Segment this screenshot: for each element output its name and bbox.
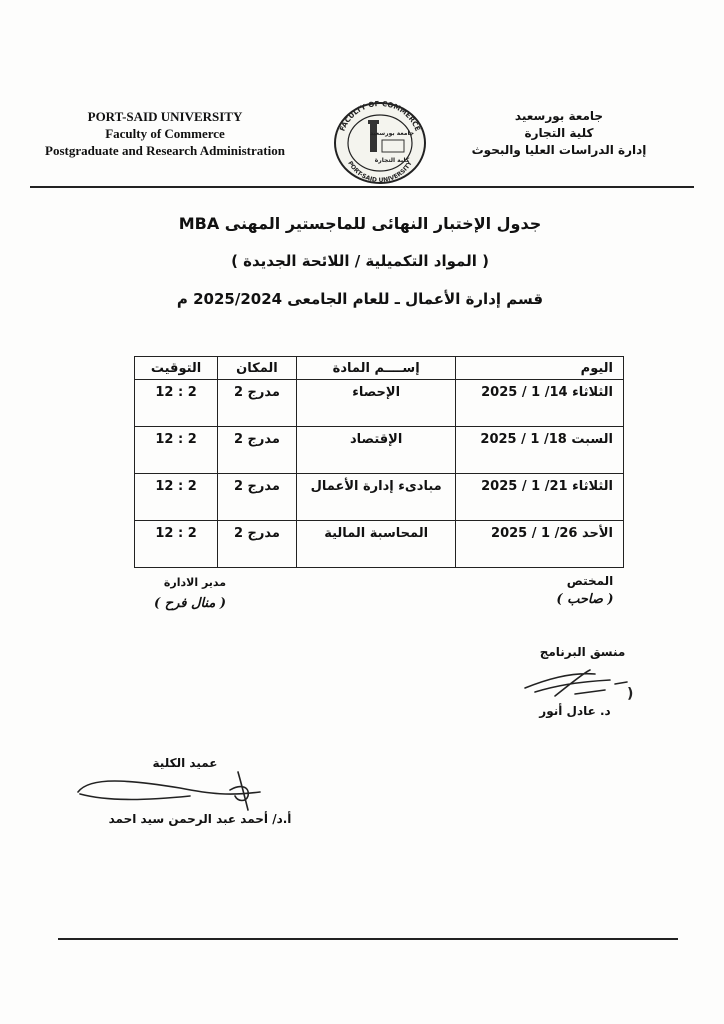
svg-text:): ) bbox=[627, 686, 634, 702]
coordinator-label: منسق البرنامج bbox=[539, 645, 626, 659]
administration-name-en: Postgraduate and Research Administration bbox=[45, 143, 285, 158]
table-row bbox=[135, 427, 624, 474]
header-divider bbox=[30, 186, 694, 188]
dean-signature bbox=[70, 766, 270, 816]
seal-bottom-text: PORT-SAID UNIVERSITY bbox=[346, 160, 414, 184]
exam-schedule-table bbox=[134, 356, 624, 568]
specialist-label: المختص bbox=[566, 574, 614, 588]
header-place: المكان bbox=[218, 357, 297, 380]
cell-subject: مبادىء إدارة الأعمال bbox=[296, 474, 456, 521]
cell-time: 2 : 12 bbox=[135, 521, 218, 568]
header-subject: إســــم المادة bbox=[296, 357, 456, 380]
header-arabic bbox=[464, 108, 654, 159]
header-day: اليوم bbox=[456, 357, 624, 380]
cell-day: الأحد 26/ 1 / 2025 bbox=[456, 521, 624, 568]
university-name-en: PORT-SAID UNIVERSITY bbox=[87, 109, 243, 124]
header-english bbox=[30, 108, 300, 159]
header-time: التوقيت bbox=[135, 357, 218, 380]
cell-day: السبت 18/ 1 / 2025 bbox=[456, 427, 624, 474]
specialist-name: ( صاحب ) bbox=[556, 592, 614, 607]
title-main: جدول الإختبار النهائى للماجستير المهنى MBA bbox=[178, 214, 542, 233]
dean-name: أ.د/ أحمد عبد الرحمن سيد احمد bbox=[108, 812, 292, 826]
cell-place: مدرج 2 bbox=[218, 521, 297, 568]
faculty-name-ar: كلية التجارة bbox=[524, 126, 594, 140]
seal-inner-top: جامعة بورسعيد bbox=[369, 130, 415, 137]
table-row bbox=[135, 521, 624, 568]
table-row bbox=[135, 380, 624, 427]
faculty-name-en: Faculty of Commerce bbox=[105, 126, 225, 141]
cell-place: مدرج 2 bbox=[218, 474, 297, 521]
coordinator-signature bbox=[515, 664, 635, 704]
table-header-row bbox=[135, 357, 624, 380]
cell-time: 2 : 12 bbox=[135, 380, 218, 427]
cell-time: 2 : 12 bbox=[135, 474, 218, 521]
cell-time: 2 : 12 bbox=[135, 427, 218, 474]
table-row bbox=[135, 474, 624, 521]
seal-inner-bottom: كلية التجارة bbox=[374, 157, 410, 164]
title-sub: ( المواد التكميلية / اللائحة الجديدة ) bbox=[231, 252, 489, 270]
cell-day: الثلاثاء 21/ 1 / 2025 bbox=[456, 474, 624, 521]
administration-name-ar: إدارة الدراسات العليا والبحوث bbox=[471, 143, 647, 157]
footer-divider bbox=[58, 938, 678, 940]
admin-manager-name: ( منال فرح ) bbox=[154, 596, 226, 611]
coordinator-name: د. عادل أنور bbox=[539, 704, 611, 718]
cell-day: الثلاثاء 14/ 1 / 2025 bbox=[456, 380, 624, 427]
dean-label: عميد الكلية bbox=[152, 756, 218, 770]
cell-subject: الإحصاء bbox=[296, 380, 456, 427]
seal-top-text: FACULTY OF COMMERCE bbox=[338, 100, 422, 133]
cell-place: مدرج 2 bbox=[218, 380, 297, 427]
admin-manager-label: مدير الادارة bbox=[163, 576, 227, 589]
university-name-ar: جامعة بورسعيد bbox=[514, 109, 604, 123]
cell-place: مدرج 2 bbox=[218, 427, 297, 474]
faculty-seal-logo bbox=[330, 100, 430, 184]
title-department: قسم إدارة الأعمال ـ للعام الجامعى 2025/2024 م bbox=[176, 290, 544, 308]
cell-subject: المحاسبة المالية bbox=[296, 521, 456, 568]
cell-subject: الإقتصاد bbox=[296, 427, 456, 474]
